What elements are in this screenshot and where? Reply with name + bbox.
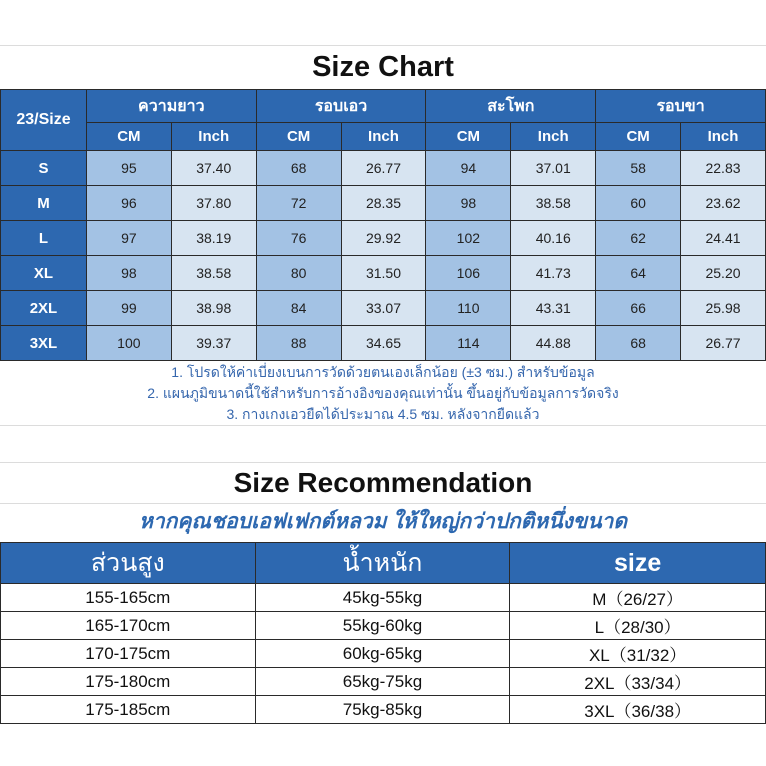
size-chart-table [0,89,766,361]
size-row [1,186,766,221]
cm-value-cell: 76 [256,221,341,256]
weight-cell: 55kg-60kg [255,612,510,640]
size-recommendation-table [0,542,766,724]
size-cell: M（26/27） [510,584,766,612]
size-label: M [1,186,87,221]
inch-value-cell: 25.20 [681,256,766,291]
inch-value-cell: 23.62 [681,186,766,221]
size-cell: XL（31/32） [510,640,766,668]
size-row [1,151,766,186]
cm-value-cell: 68 [596,326,681,361]
inch-value-cell: 37.01 [511,151,596,186]
inch-value-cell: 44.88 [511,326,596,361]
recommendation-row [1,584,766,612]
size-row [1,291,766,326]
cm-value-cell: 94 [426,151,511,186]
cm-value-cell: 66 [596,291,681,326]
size-cell: L（28/30） [510,612,766,640]
unit-inch-header: Inch [511,123,596,151]
height-cell: 155-165cm [1,584,256,612]
length-header: ความยาว [86,90,256,123]
inch-value-cell: 29.92 [341,221,426,256]
unit-inch-header: Inch [681,123,766,151]
cm-value-cell: 96 [86,186,171,221]
inch-value-cell: 28.35 [341,186,426,221]
size-chart-title: Size Chart [312,51,454,83]
height-cell: 175-180cm [1,668,256,696]
waist-header: รอบเอว [256,90,426,123]
inch-value-cell: 41.73 [511,256,596,291]
leg-opening-header: รอบขา [596,90,766,123]
unit-cm-header: CM [256,123,341,151]
inch-value-cell: 40.16 [511,221,596,256]
height-header: ส่วนสูง [1,543,256,584]
cm-value-cell: 114 [426,326,511,361]
height-cell: 170-175cm [1,640,256,668]
cm-value-cell: 72 [256,186,341,221]
inch-value-cell: 43.31 [511,291,596,326]
note-line: 2. แผนภูมิขนาดนี้ใช้สำหรับการอ้างอิงของคุณเท่านั้น ขึ้นอยู่กับข้อมูลการวัดจริง [147,385,619,401]
inch-value-cell: 37.80 [171,186,256,221]
size-label: L [1,221,87,256]
cm-value-cell: 88 [256,326,341,361]
size-chart-notes [0,362,766,425]
cm-value-cell: 58 [596,151,681,186]
cm-value-cell: 99 [86,291,171,326]
weight-cell: 60kg-65kg [255,640,510,668]
size-row [1,256,766,291]
size-recommendation-title: Size Recommendation [233,467,533,498]
recommendation-row [1,668,766,696]
weight-cell: 75kg-85kg [255,696,510,724]
cm-value-cell: 62 [596,221,681,256]
weight-cell: 65kg-75kg [255,668,510,696]
inch-value-cell: 31.50 [341,256,426,291]
recommendation-row [1,612,766,640]
size-header: size [510,543,766,584]
unit-cm-header: CM [86,123,171,151]
unit-cm-header: CM [596,123,681,151]
sheet-gridline [0,425,766,426]
note-line: 3. กางเกงเอวยืดได้ประมาณ 4.5 ซม. หลังจากยืดแล้ว [226,406,540,422]
size-label: S [1,151,87,186]
size-recommendation-subtitle: หากคุณชอบเอฟเฟกต์หลวม ให้ใหญ่กว่าปกติหนึ่งขนาด [139,510,627,533]
inch-value-cell: 25.98 [681,291,766,326]
height-cell: 175-185cm [1,696,256,724]
cm-value-cell: 102 [426,221,511,256]
inch-value-cell: 26.77 [681,326,766,361]
cm-value-cell: 97 [86,221,171,256]
size-row [1,326,766,361]
cm-value-cell: 106 [426,256,511,291]
cm-value-cell: 80 [256,256,341,291]
inch-value-cell: 39.37 [171,326,256,361]
cm-value-cell: 110 [426,291,511,326]
size-label: XL [1,256,87,291]
note-line: 1. โปรดให้ค่าเบี่ยงเบนการวัดด้วยตนเองเล็กน้อย (±3 ซม.) สำหรับข้อมูล [171,364,595,380]
inch-value-cell: 38.58 [511,186,596,221]
inch-value-cell: 24.41 [681,221,766,256]
cm-value-cell: 84 [256,291,341,326]
unit-inch-header: Inch [341,123,426,151]
inch-value-cell: 37.40 [171,151,256,186]
unit-cm-header: CM [426,123,511,151]
weight-cell: 45kg-55kg [255,584,510,612]
size-label: 2XL [1,291,87,326]
inch-value-cell: 26.77 [341,151,426,186]
inch-value-cell: 33.07 [341,291,426,326]
inch-value-cell: 38.98 [171,291,256,326]
cm-value-cell: 68 [256,151,341,186]
cm-value-cell: 95 [86,151,171,186]
size-cell: 2XL（33/34） [510,668,766,696]
inch-value-cell: 34.65 [341,326,426,361]
hip-header: สะโพก [426,90,596,123]
cm-value-cell: 98 [86,256,171,291]
inch-value-cell: 38.19 [171,221,256,256]
inch-value-cell: 22.83 [681,151,766,186]
inch-value-cell: 38.58 [171,256,256,291]
unit-inch-header: Inch [171,123,256,151]
size-label: 3XL [1,326,87,361]
height-cell: 165-170cm [1,612,256,640]
size-cell: 3XL（36/38） [510,696,766,724]
recommendation-row [1,696,766,724]
size-row [1,221,766,256]
size-column-header: 23/Size [1,90,87,151]
cm-value-cell: 100 [86,326,171,361]
weight-header: น้ำหนัก [255,543,510,584]
cm-value-cell: 98 [426,186,511,221]
cm-value-cell: 60 [596,186,681,221]
recommendation-row [1,640,766,668]
cm-value-cell: 64 [596,256,681,291]
